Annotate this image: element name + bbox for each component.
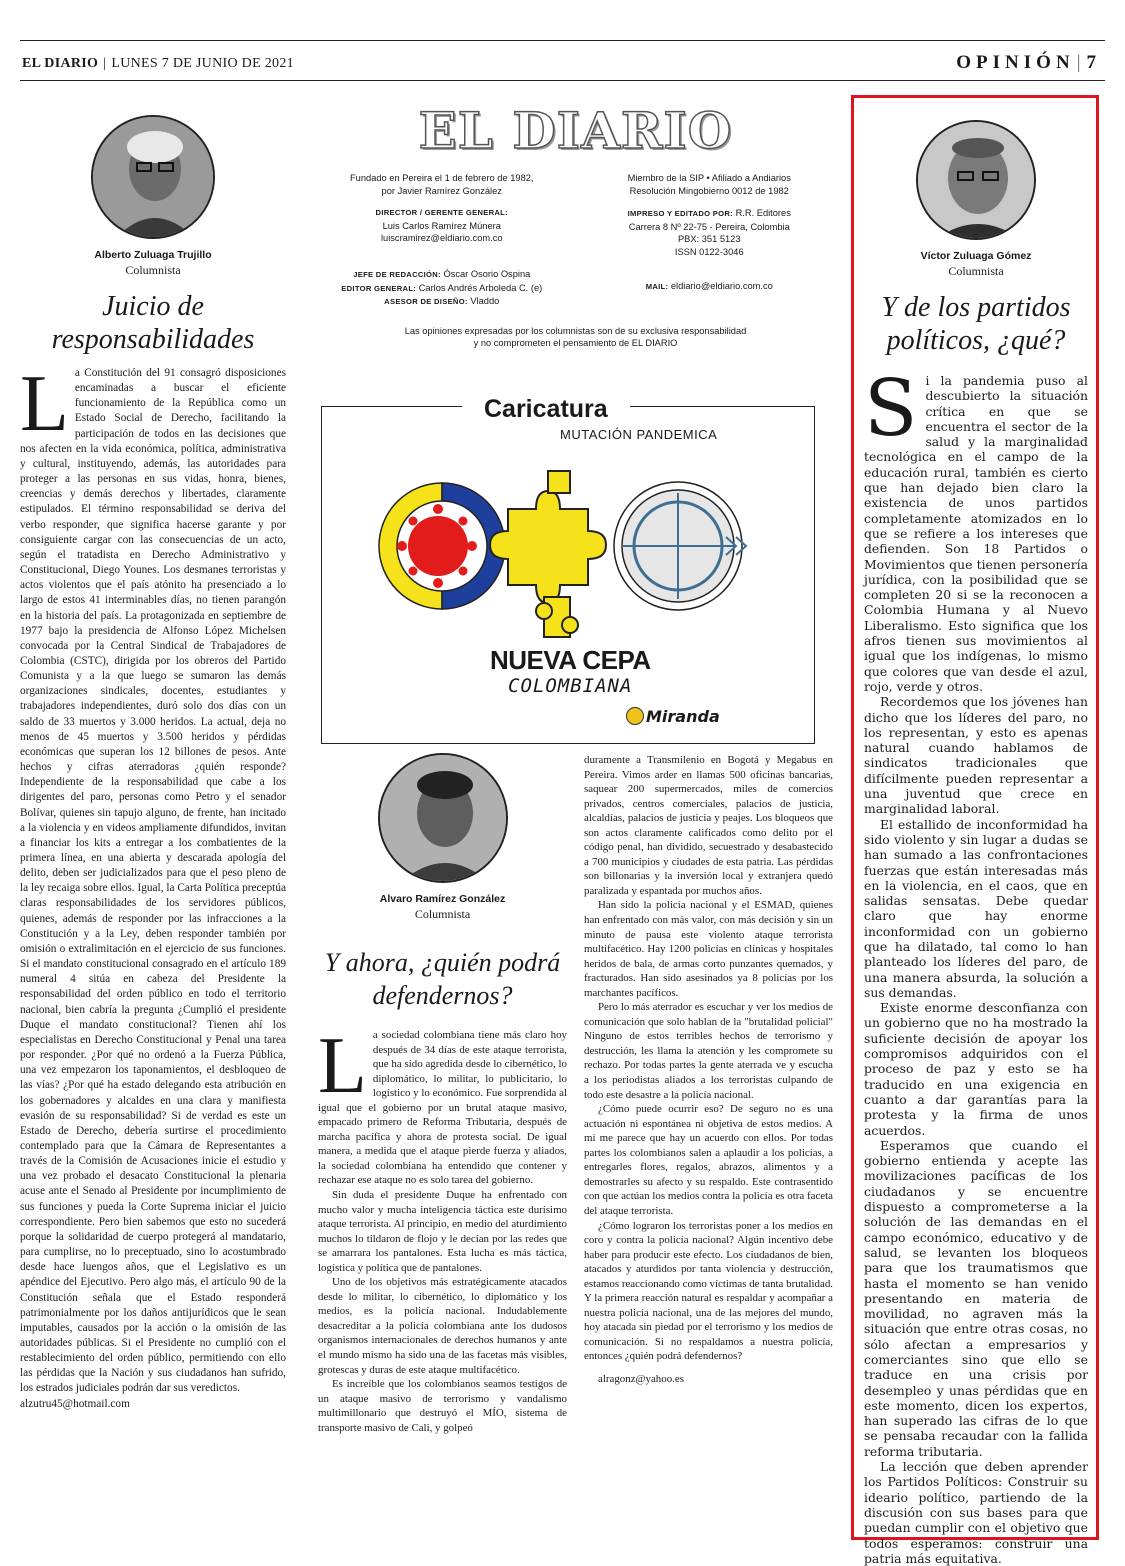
- article-headline: Y de los partidos políticos, ¿qué?: [881, 292, 1071, 356]
- puzzle-piece-icon: [490, 471, 606, 637]
- newspaper-logo: EL DIARIO: [418, 101, 733, 160]
- author-name: Alvaro Ramírez González: [379, 893, 506, 905]
- drop-cap: L: [318, 1022, 367, 1110]
- left-opinion-column: [20, 95, 286, 1412]
- page-number: 7: [1086, 52, 1101, 73]
- author-email[interactable]: alragonz@yahoo.es: [598, 1372, 684, 1385]
- article-body: [584, 753, 833, 1387]
- cartoon-subtitle: MUTACIÓN PANDEMICA: [560, 426, 718, 442]
- header-rule: [20, 80, 1105, 81]
- opinion-disclaimer: Las opiniones expresadas por los columnistas son de su exclusiva responsabilidad y no comprometen el pensamiento de EL DIARIO: [404, 325, 747, 348]
- masthead-date: LUNES 7 DE JUNIO DE 2021: [111, 56, 294, 71]
- article-paragraph: La sociedad colombiana tiene más claro hoy después de 34 días de este ataque terrorista, que ha sido agredida desde lo cibernético, lo diplomático, lo militar, lo publicitario, lo logístico y lo económico. Fue sorprendida al igual que el gobierno por un brutal ataque masivo, empacado primero de Reforma Tributaria, después de marcha pacífica y ahora de protesta social. De igual manera, a medida que el ataque pierde fuerza y aliados, la sociedad colombiana ha entendido que contener y rechazar ese ataque no es solo tarea del gobierno.: [318, 1022, 567, 1187]
- mid-article-col-1: [318, 753, 567, 1435]
- drop-cap: S: [864, 364, 918, 454]
- article-paragraph: Esperamos que cuando el gobierno entienda y acepte las movilizaciones pacíficas de los ciudadanos y se encuentre dispuesto a comprometerse a la solución de las demandas en el campo económico, educativo y de salud, se levanten los bloqueos para que los traumatismos que hasta el momento se han venido presentando en materia de movilidad, no agraven más la situación que entre otras cosas, no sólo afectan a empresarios y comerciantes sino que ello se traduce en una crisis por desempleo y unas pérdidas que en este momento, dicen los expertos, han superado las cifras de lo que se pensaba recaudar con la fallida reforma tributaria.: [864, 1137, 1088, 1459]
- article-paragraph: ¿Cómo lograron los terroristas poner a los medios en coro y contra la policía nacional? Algún incentivo debe haber para producir este efecto. Los ciudadanos de bien, atacados y aturdidos por tanta violencia y destrucción, estamos reaccionando como víctimas de tanta brutalidad. Y la primera reacción natural es respaldar y acompañar a nuestra policía nacional, una de las mejores del mundo, hoy atacada sin piedad por el terrorismo y los medios de comunicación. Si no respaldamos a nuestra policía, entonces ¿quién podrá defendernos?: [584, 1219, 833, 1363]
- director-info: DIRECTOR / GERENTE GENERAL: Luis Carlos Ramírez Múnera luiscramirez@eldiario.com.co: [318, 207, 566, 258]
- drop-cap: L: [20, 360, 69, 448]
- top-rule: [20, 40, 1105, 41]
- author-portrait: [916, 120, 1036, 240]
- mail-info: MAIL: eldiario@eldiario.com.co: [645, 281, 773, 291]
- article-paragraph: La lección que deben aprender los Partidos Políticos: Construir su ideario político, partiendo de la discusión con sus bases para que puedan cumplir con el objetivo que todos esperamos: construir una patria más equitativa.: [864, 1459, 1088, 1566]
- cartoon-box: [321, 394, 815, 744]
- author-email[interactable]: alzutru45@hotmail.com: [20, 1397, 130, 1410]
- cartoon-title: Caricatura: [462, 395, 630, 424]
- author-role: Columnista: [125, 263, 181, 277]
- mid-article-col-2: [584, 753, 833, 1387]
- staff-box: [318, 172, 833, 319]
- article-paragraph: Uno de los objetivos más estratégicamente atacados desde lo militar, lo cibernético, lo diplomático y los medios, es la policía nacional. Indudablemente desacreditar a la policía colombiana ante los dudosos organismos internacionales de derechos humanos y ante el mundo mismo ha sido una de las facetas más visibles, grotescas y duras de este ataque multifacético.: [318, 1276, 567, 1376]
- article-paragraph: Es increíble que los colombianos seamos testigos de un ataque masivo de terrorismo y vandalismo multimillonario que destruyó el MÍO, sistema de transporte masivo de Cali, y golpeó: [318, 1378, 567, 1434]
- portrait-illustration: [918, 122, 1036, 240]
- masthead-section: OPINIÓN | 7: [956, 52, 1101, 73]
- article-paragraph: El estallido de inconformidad ha sido violento y sin lugar a dudas se han sumado a las confrontaciones fuerzas que están interesadas más en la violencia, en el caos, que en salidas sensatas. Debe quedar claro que hay enorme inconformidad con un gobierno que ha dilatado, tal como lo han planteado los líderes del paro, de una manera absurda, la solución a sus demandas.: [864, 816, 1088, 1000]
- editorial-column: [318, 95, 833, 1434]
- article-paragraph: ¿Cómo puede ocurrir eso? De seguro no es una actuación ni espontánea ni objetiva de estos medios. A mí me parece que hay un acuerdo con ellos. Por todas partes los colombianos salen a aplaudir a los policías, a entregarles flores, regalos, abrazos, alimentos y a demostrarles su afecto y su respaldo. Este contrasentido con que actúan los medios contra la policía es otra faceta del ataque terrorista.: [584, 1103, 833, 1217]
- masthead-date-line: EL DIARIO | LUNES 7 DE JUNIO DE 2021: [22, 56, 294, 71]
- mail-link[interactable]: eldiario@eldiario.com.co: [670, 281, 773, 291]
- author-portrait: [91, 115, 215, 239]
- cartoon-caption: NUEVA CEPA: [490, 644, 651, 675]
- founded-info: Fundado en Pereira el 1 de febrero de 1982, por Javier Ramírez González: [350, 173, 534, 196]
- section-name: OPINIÓN: [956, 52, 1075, 73]
- author-role: Columnista: [414, 907, 471, 921]
- article-paragraph: Sin duda el presidente Duque ha enfrentado con mucho valor y mucha inteligencia táctica este durísimo ataque terrorista. Al principio, en medio del aturdimiento muchos lo tildaron de flojo y le decían por las redes que se amarrara los pantalones. Esta lucha es más táctica, logística y política que de pantalones.: [318, 1189, 567, 1274]
- article-body: [20, 360, 286, 1412]
- article-paragraph: Si la pandemia puso al descubierto la situación crítica en que se encuentra el sector de la salud y la marginalidad tecnológica en el campo de la educación rural, también es cierto que han dejado bien claro la existencia de unos partidos completamente atomizados en lo que se refiere a los intereses que defienden. Son 18 Partidos o Movimientos que tienen personería jurídica, con la posibilidad que se completen 20 si se la reconocen a Colombia Humana y al Nuevo Liberalismo. Esto significa que los afros tienen sus movimientos al igual que los indígenas, lo mismo que colores que van desde el azul, rojo, verde y otros.: [864, 364, 1088, 694]
- cartoonist-signature: Miranda: [626, 707, 720, 726]
- article-paragraph: Recordemos que los jóvenes han dicho que los líderes del paro, no los representan, y esto es apenas natural cuando hablamos de sindicatos tradicionales que difícilmente pueden representar a una juventud que crece en marginalidad laboral.: [864, 694, 1088, 817]
- article-paragraph: Pero lo más aterrador es escuchar y ver los medios de comunicación que solo hablan de la "brutalidad policial" Ninguno de estos terribles hechos de terrorismo y destrucción, les llama la atención y les compromete su rechazo. Por todas partes la gente aterrada ve y escucha a los periodistas aliados a los terroristas culpando de todo este desastre a la policía nacional.: [584, 1001, 833, 1101]
- editorial-staff: JEFE DE REDACCIÓN: Óscar Osorio Ospina EDITOR GENERAL: Carlos Andrés Arboleda C. (e) ASESOR DE DISEÑO: Vladdo: [341, 269, 543, 306]
- director-email[interactable]: luiscramirez@eldiario.com.co: [380, 233, 503, 243]
- cartoonist-logo-icon: [626, 707, 644, 725]
- right-opinion-column-highlighted: [851, 95, 1099, 1566]
- crosshair-target-icon: [614, 482, 746, 610]
- article-paragraph: Existe enorme desconfianza con un gobierno que no ha mostrado la suficiente decisión de apoyar los compromisos adquiridos con el proceso de paz y esto se ha traducido en una exigencia en cuanto a dar garantías para la protesta y la firma de unos acuerdos.: [864, 1000, 1088, 1138]
- author-name: Víctor Zuluaga Gómez: [920, 250, 1032, 262]
- article-paragraph: duramente a Transmilenio en Bogotá y Megabus en Pereira. Vimos arder en llamas 500 oficinas bancarias, saquear 200 supermercados, miles de comercios privados, centros comerciales, palacios de justicia, alcaldías, palacios de justicia y peajes. Los bloqueos que son actos claramente calificados como delito por el código penal, han dividido, secuestrado y desabastecido a 700 municipios y ciudades de esta patria. Las pérdidas son billonarias y la inversión local y extranjera quedó paralizada y espantada por muchos años.: [584, 754, 833, 897]
- portrait-illustration: [380, 755, 508, 883]
- cartoon-illustration: [322, 447, 814, 677]
- article-headline: Y ahora, ¿quién podrá defendernos?: [324, 948, 561, 1010]
- author-role: Columnista: [948, 264, 1004, 278]
- author-name: Alberto Zuluaga Trujillo: [94, 249, 212, 261]
- article-paragraph: Han sido la policía nacional y el ESMAD, quienes han enfrentado con más valor, con más decisión y sin un minuto de pausa este violento ataque terrorista multifacético. Hay 1200 policías en clínicas y hospitales heridos de bala, de armas corto punzantes quemados, y fracturados. Han sido asesinados ya 8 policías por los marchantes pacíficos.: [584, 899, 833, 999]
- article-body: [318, 1022, 567, 1435]
- printer-info: IMPRESO Y EDITADO POR: R.R. Editores Carrera 8 Nº 22-75 - Pereira, Colombia PBX: 351 5123 ISSN 0122-3046: [627, 208, 791, 257]
- masthead-paper-name: EL DIARIO: [22, 56, 99, 71]
- author-portrait: [378, 753, 508, 883]
- portrait-illustration: [93, 117, 215, 239]
- cartoon-caption-sub: COLOMBIANA: [508, 674, 633, 697]
- article-headline: Juicio de responsabilidades: [51, 291, 255, 355]
- membership-info: Miembro de la SIP • Afiliado a Andiarios Resolución Mingobierno 0012 de 1982: [627, 173, 791, 196]
- article-paragraph: La Constitución del 91 consagró disposiciones encaminadas a buscar el eficiente funcionamiento de la República como un Estado Social de Derecho, facilitando la participación de todos en las decisiones que nos afecten en la vida económica, política, administrativa y cultural, instituyendo, además, las autoridades para proteger a las personas en sus vidas, honra, bienes, creencias y demás derechos y libertades, claramente estipulados. El término responsabilidad se deriva del verbo responder, que significa hacerse garante y por consiguiente cargar con las consecuencias de un acto, según el tratadista en Derecho Administrativo y Constitucional, Diego Younes. Los desmanes terroristas y actos violentos que el país atónito ha presenciado a lo largo de estos 41 interminables días, no tienen parangón en la historia del país. La protagonizada en septiembre de 1977 bajo la presidencia de Alfonso López Michelsen convocada por la Central Sindical de Trabajadores de Colombia (CSTC), dirigida por los obreros del Partido Comunista y a la que luego se sumaron las demás organizaciones sindicales, docentes, estudiantes y trabajadores independientes, duró solo dos días con un saldo de 33 muertos y 3.000 heridos. La actual, deja no menos de 45 muertos y 3.500 heridos y pérdidas económicas que superan los 12 billones de pesos. Ante hechos y cifras aterradoras ¿quién responde? Independiente de la responsabilidad que cabe a los dirigentes del paro, personas como Petro y el senador Bolívar, quienes sin tapujo alguno, de frente, han incitado a la violencia y en videos ampliamente difundidos, invitan a financiar los kits a entregar a los combatientes de la primera línea, en una abierta y descarada apología del delito, deben ser judicializados para que el peso pleno de la ley recaiga sobre ellos. Igual, la Carta Política preceptúa claras responsabilidades de los servidores públicos, quienes, además de responder por las infracciones a la Constitución y a la Ley, deben responder también por omisión o extralimitación en el ejercicio de sus funciones. Si el mandato constitucional consagrado en el artículo 189 numeral 4 sitúa en cabeza del Presidente la responsabilidad del orden público en todo el territorio nacional, bien cabría la pregunta ¿Cumplió el presidente Duque el mandato constitucional? Tienen ahí los especialistas en Derecho Constitucional y Penal una tarea por responder. ¿Por qué no ordenó a la Fuerza Pública, una vez empezaron los taponamientos, el desbloqueo de las vías? ¿Por qué ha estado delegando esta atribución en los gobernadores y alcaldes en una clara y manifiesta evasión de su responsabilidad? Si de verdad es este un Estado de Derecho, debería surtirse el procedimiento contemplado para que la Cámara de Representantes a través de la Comisión de Acusaciones inicie el estudio y una vez probado el desacato Constitucional la plenaria acuse ante el Senado al Presidente por incumplimiento de sus funciones y pueda la Corte Suprema iniciar el juicio correspondiente. Pero bien sabemos que esto no sucederá porque la solidaridad de cuerpo protegerá al mandatario, para cumplirse, no lo preceptuado, sino lo acostumbrado desde hace luengos años, que el Legislativo es un apéndice del Ejecutivo. Pero algo más, el artículo 90 de la Constitución señala que el Estado responderá patrimonialmente por los daños antijurídicos que le sean imputables, causados por la acción o la omisión de las autoridades públicas. Si el Presidente no cumplió con el restablecimiento del orden público, permitiendo con ello las pérdidas que la Nación y sus ciudadanos han sufrido, los estrados judiciales podrán dar sus veredictos.: [20, 360, 286, 1395]
- virus-flag-circle-icon: [379, 483, 505, 609]
- article-body: [864, 364, 1088, 1566]
